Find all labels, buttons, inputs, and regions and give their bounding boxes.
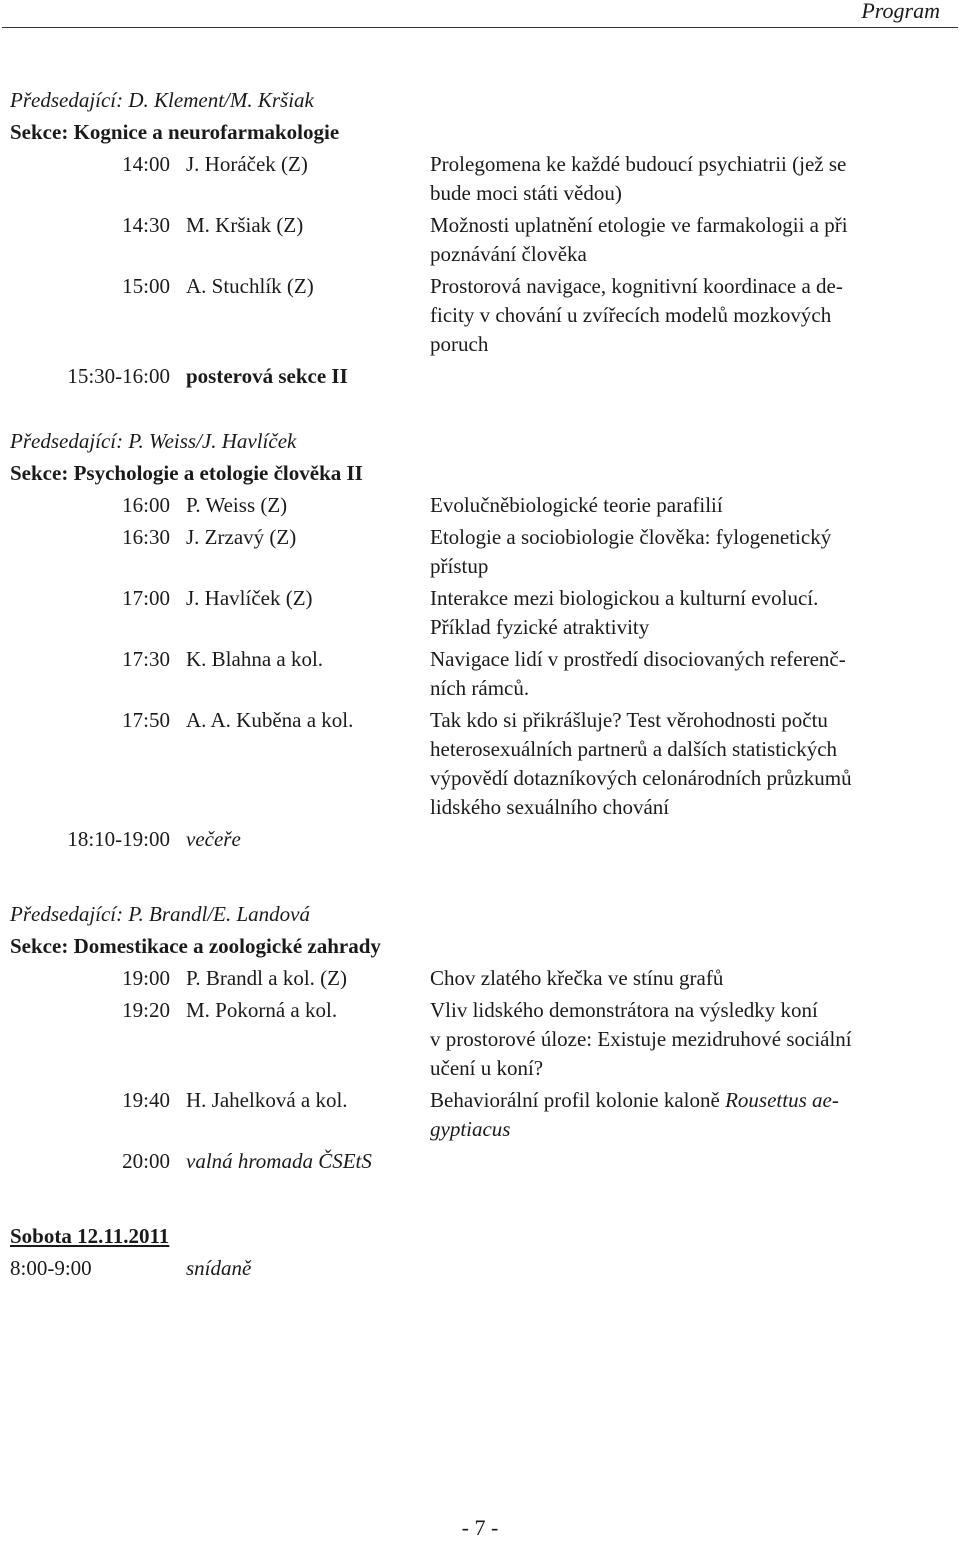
title-line: Vliv lidského demonstrátora na výsledky koní [430, 998, 818, 1022]
row-speaker: posterová sekce II [186, 364, 348, 388]
title-line: ních rámců. [430, 676, 530, 700]
row-time: 17:00 [122, 586, 170, 610]
row-speaker: večeře [186, 827, 241, 851]
row-time: 16:30 [122, 525, 170, 549]
breakfast-time: 8:00-9:00 [10, 1256, 92, 1280]
program-row [10, 523, 940, 581]
title-segment: Behaviorální profil kolonie kaloně [430, 1088, 726, 1112]
title-line: poznávání člověka [430, 242, 587, 266]
row-time: 18:10-19:00 [67, 827, 170, 851]
title-line: Etologie a sociobiologie člověka: fylogenetický [430, 525, 832, 549]
title-line: ficity v chování u zvířecích modelů mozkových [430, 303, 832, 327]
row-time: 15:30-16:00 [67, 364, 170, 388]
row-time: 19:00 [122, 966, 170, 990]
row-speaker: A. Stuchlík (Z) [186, 274, 314, 298]
row-speaker: P. Weiss (Z) [186, 493, 288, 517]
program-row [10, 645, 940, 703]
title-line: bude moci státi vědou) [430, 181, 622, 205]
section-chair: Předsedající: D. Klement/M. Kršiak [10, 88, 314, 112]
program-section [10, 900, 940, 1176]
program-row [10, 1147, 940, 1176]
title-line: heterosexuálních partnerů a dalších statistických [430, 737, 838, 761]
title-line: Příklad fyzické atraktivity [430, 615, 650, 639]
program-section [10, 427, 940, 854]
program-row [10, 272, 940, 359]
title-line: v prostorové úloze: Existuje mezidruhové sociální [430, 1027, 852, 1051]
title-line [430, 1086, 920, 1115]
row-speaker: H. Jahelková a kol. [186, 1088, 348, 1112]
title-line [430, 1115, 920, 1144]
program-row [10, 706, 940, 822]
page-number: - 7 - [461, 1515, 499, 1540]
row-title [430, 964, 920, 993]
day-heading: Sobota 12.11.2011 [10, 1224, 170, 1248]
title-line: přístup [430, 554, 489, 578]
title-line: lidského sexuálního chování [430, 795, 670, 819]
title-segment: Rousettus ae- [725, 1088, 839, 1112]
row-time: 17:50 [122, 708, 170, 732]
program-row [10, 584, 940, 642]
title-line: Interakce mezi biologickou a kulturní evolucí. [430, 586, 819, 610]
row-speaker: J. Havlíček (Z) [186, 586, 313, 610]
section-title: Sekce: Kognice a neurofarmakologie [10, 120, 340, 144]
row-title [430, 996, 920, 1083]
program-row [10, 1086, 940, 1144]
row-time: 14:00 [122, 152, 170, 176]
row-speaker: K. Blahna a kol. [186, 647, 324, 671]
row-speaker: J. Zrzavý (Z) [186, 525, 297, 549]
row-title [430, 211, 920, 269]
title-line: Prolegomena ke každé budoucí psychiatrii (jež se [430, 152, 847, 176]
row-time: 17:30 [122, 647, 170, 671]
title-line: učení u koní? [430, 1056, 544, 1080]
program-row [10, 964, 940, 993]
title-line: Tak kdo si přikrášluje? Test věrohodnosti počtu [430, 708, 828, 732]
row-title [430, 523, 920, 581]
title-segment: gyptiacus [430, 1117, 511, 1141]
program-row [10, 150, 940, 208]
section-title: Sekce: Psychologie a etologie člověka II [10, 461, 363, 485]
section-chair: Předsedající: P. Brandl/E. Landová [10, 902, 310, 926]
title-line: Navigace lidí v prostředí disociovaných referenč- [430, 647, 846, 671]
title-line: Možnosti uplatnění etologie ve farmakologii a při [430, 213, 848, 237]
row-speaker: valná hromada ČSEtS [186, 1149, 372, 1173]
program-row [10, 211, 940, 269]
program-row [10, 491, 940, 520]
program-row [10, 825, 940, 854]
row-title [430, 150, 920, 208]
row-time: 14:30 [122, 213, 170, 237]
row-title [430, 491, 920, 520]
row-title [430, 272, 920, 359]
row-title [430, 1086, 920, 1144]
title-line: výpovědí dotazníkových celonárodních průzkumů [430, 766, 852, 790]
row-speaker: J. Horáček (Z) [186, 152, 308, 176]
row-time: 16:00 [122, 493, 170, 517]
row-title [430, 584, 920, 642]
row-speaker: A. A. Kuběna a kol. [186, 708, 354, 732]
section-chair: Předsedající: P. Weiss/J. Havlíček [10, 429, 297, 453]
row-time: 19:20 [122, 998, 170, 1022]
row-time: 19:40 [122, 1088, 170, 1112]
title-line: Evolučněbiologické teorie parafilií [430, 493, 723, 517]
row-title [430, 706, 920, 822]
row-time: 20:00 [122, 1149, 170, 1173]
breakfast-label: snídaně [186, 1256, 252, 1280]
title-line: Chov zlatého křečka ve stínu grafů [430, 966, 724, 990]
row-speaker: M. Kršiak (Z) [186, 213, 304, 237]
row-speaker: P. Brandl a kol. (Z) [186, 966, 347, 990]
row-title [430, 362, 920, 391]
title-line: poruch [430, 332, 489, 356]
row-title [430, 645, 920, 703]
row-title [430, 1147, 920, 1176]
title-line: Prostorová navigace, kognitivní koordinace a de- [430, 274, 843, 298]
section-title: Sekce: Domestikace a zoologické zahrady [10, 934, 381, 958]
row-title [430, 825, 920, 854]
row-time: 15:00 [122, 274, 170, 298]
row-speaker: M. Pokorná a kol. [186, 998, 338, 1022]
program-row [10, 362, 940, 391]
program-section [10, 86, 940, 391]
header-rule [2, 27, 958, 28]
breakfast-row [10, 1254, 410, 1283]
header-label: Program [861, 0, 940, 23]
program-row [10, 996, 940, 1083]
